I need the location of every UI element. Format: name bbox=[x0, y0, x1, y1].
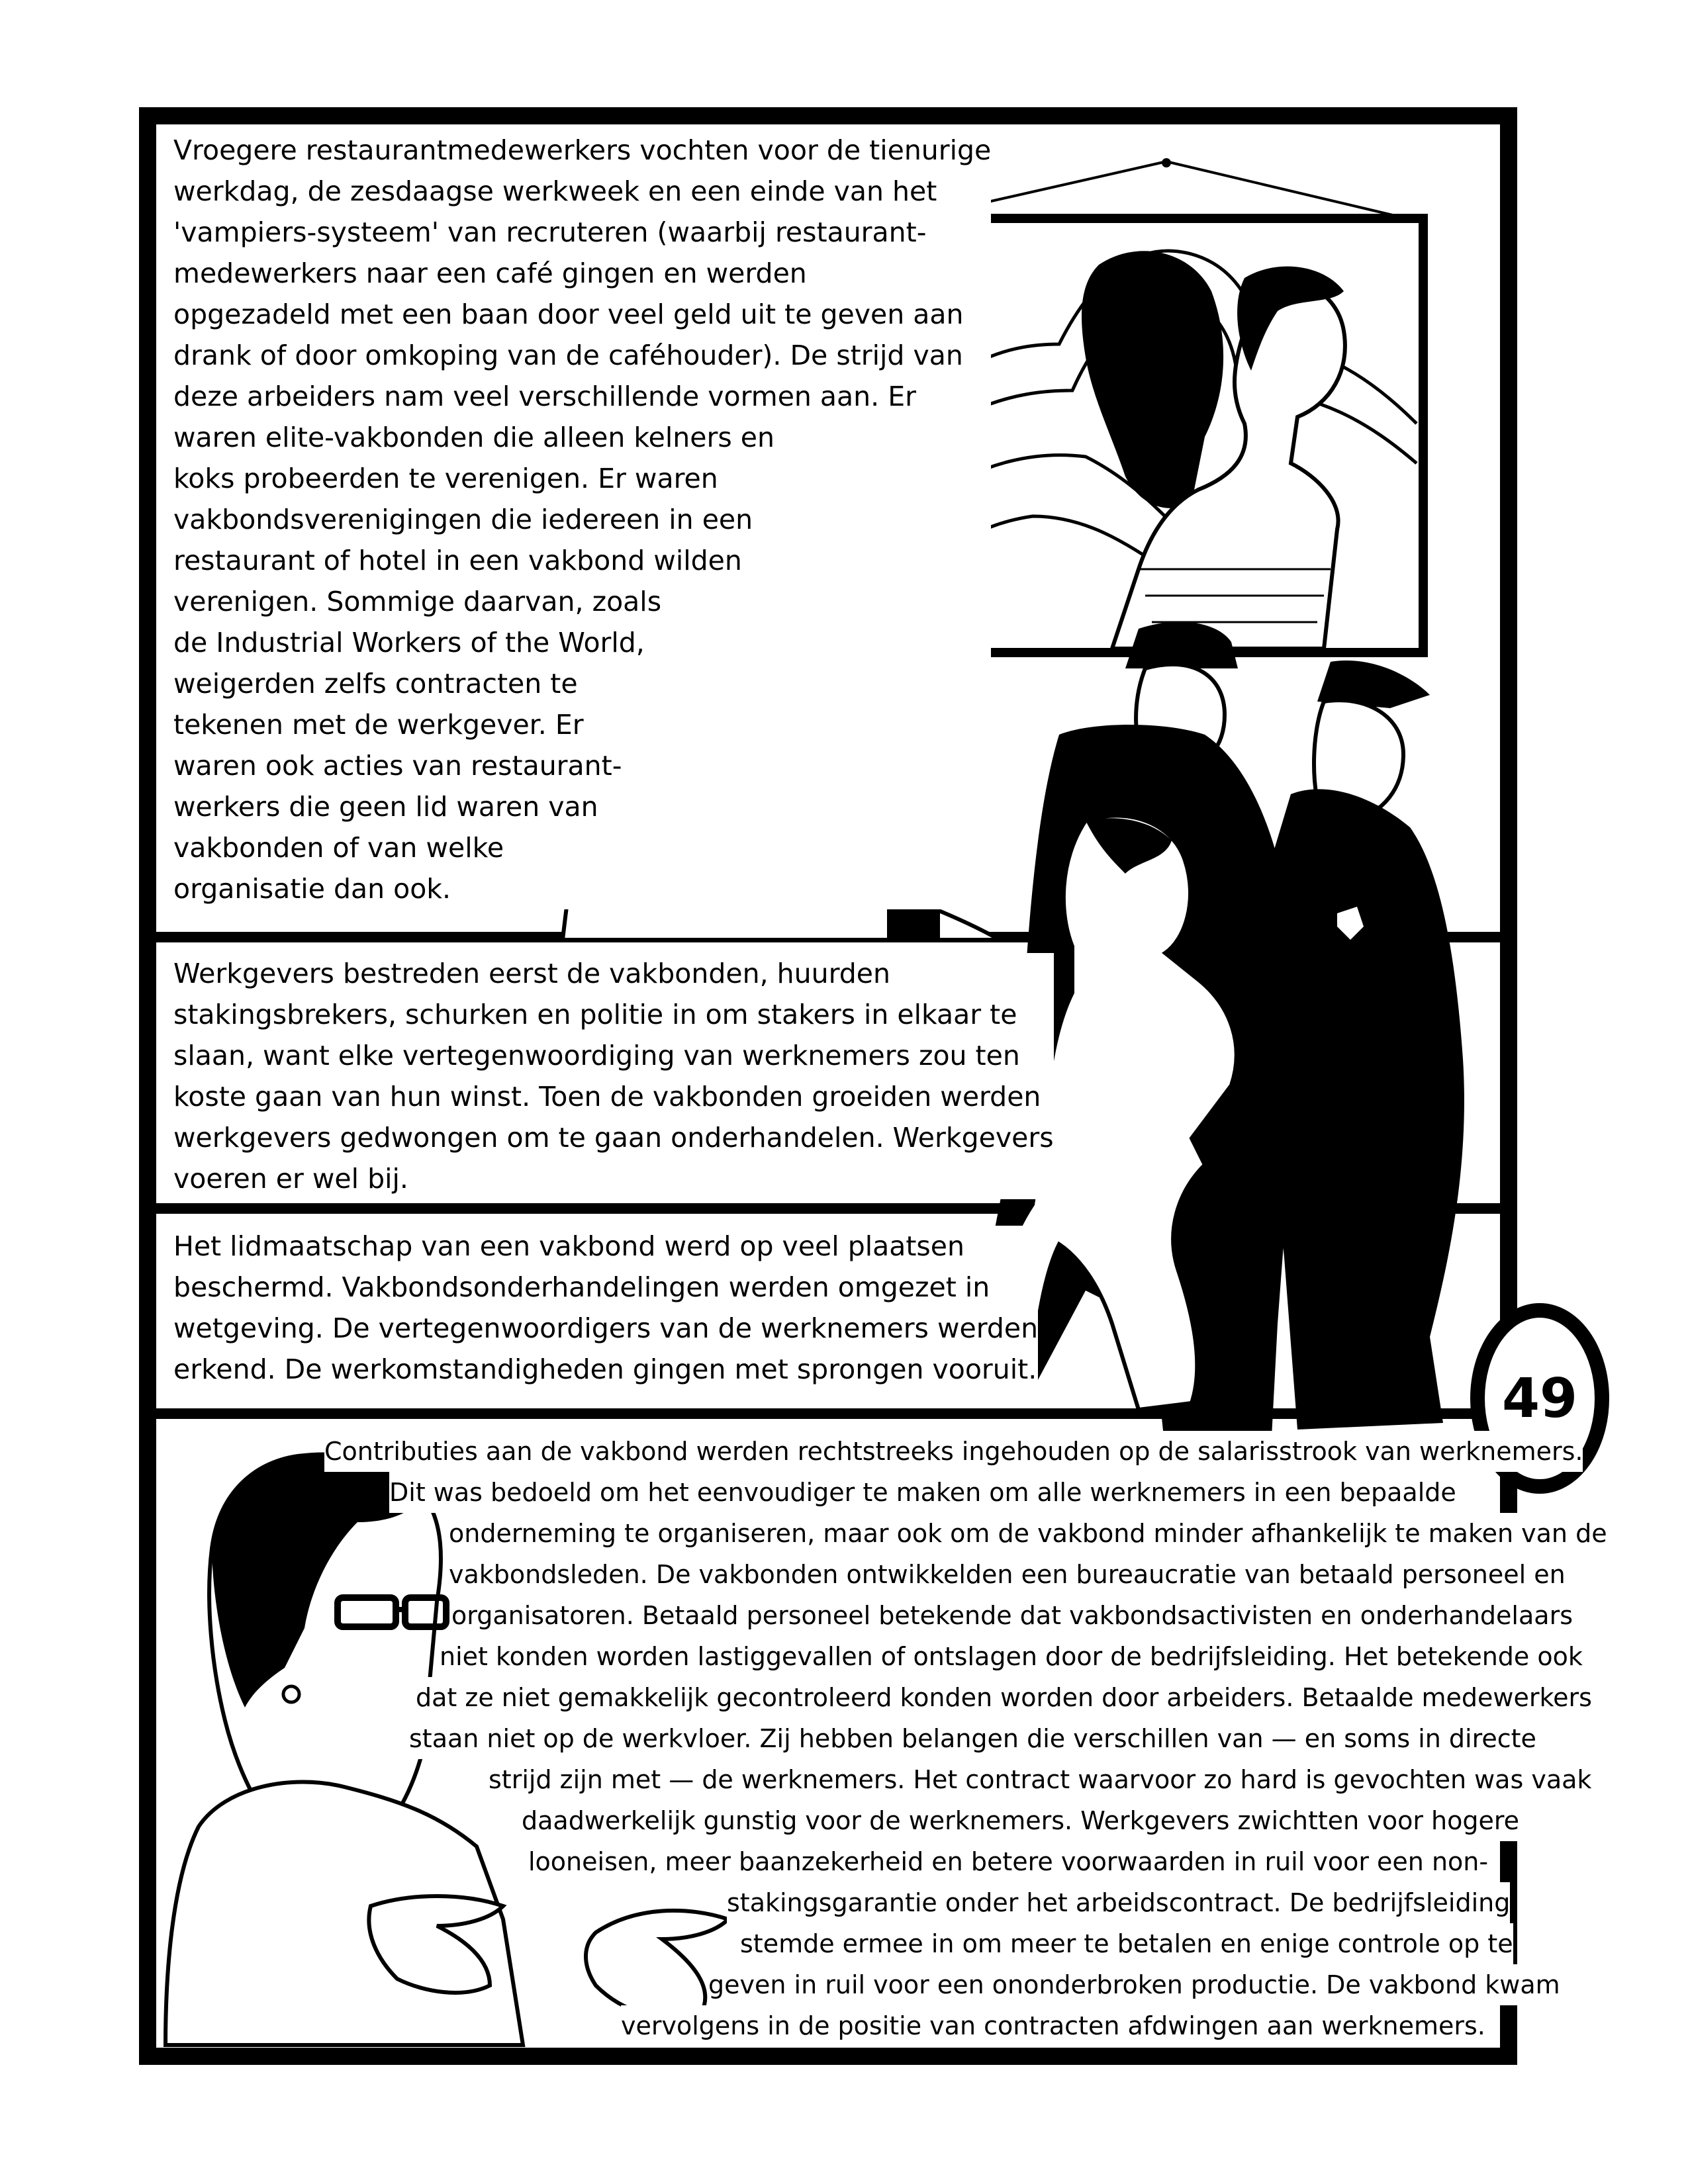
text-line: waren ook acties van restaurant- bbox=[173, 745, 991, 786]
text-line: vakbondsverenigingen die iedereen in een bbox=[173, 499, 991, 540]
text-line: daadwerkelijk gunstig voor de werknemers. Werkgevers zwichtten voor hogere bbox=[522, 1800, 1519, 1841]
text-line: organisatie dan ook. bbox=[173, 868, 991, 909]
text-line: Het lidmaatschap van een vakbond werd op veel plaatsen bbox=[173, 1226, 1038, 1267]
text-line: koste gaan van hun winst. Toen de vakbonden groeiden werden bbox=[173, 1076, 1054, 1117]
text-line: staan niet op de werkvloer. Zij hebben belangen die verschillen van — en soms in directe bbox=[409, 1718, 1536, 1759]
text-line: Werkgevers bestreden eerst de vakbonden, huurden bbox=[173, 953, 1054, 994]
page-number: 49 bbox=[1501, 1367, 1578, 1430]
text-line: voeren er wel bij. bbox=[173, 1158, 1054, 1199]
text-line: werkgevers gedwongen om te gaan onderhandelen. Werkgevers bbox=[173, 1117, 1054, 1158]
text-line: de Industrial Workers of the World, bbox=[173, 622, 991, 663]
text-line: deze arbeiders nam veel verschillende vormen aan. Er bbox=[173, 376, 991, 417]
text-line: erkend. De werkomstandigheden gingen met sprongen vooruit. bbox=[173, 1349, 1038, 1390]
text-line: Dit was bedoeld om het eenvoudiger te maken om alle werknemers in een bepaalde bbox=[389, 1472, 1456, 1513]
text-line: koks probeerden te verenigen. Er waren bbox=[173, 458, 991, 499]
text-line: organisatoren. Betaald personeel betekende dat vakbondsactivisten en onderhandelaars bbox=[451, 1595, 1573, 1636]
text-line: slaan, want elke vertegenwoordiging van werknemers zou ten bbox=[173, 1035, 1054, 1076]
text-line: werkdag, de zesdaagse werkweek en een einde van het bbox=[173, 171, 991, 212]
text-line: wetgeving. De vertegenwoordigers van de werknemers werden bbox=[173, 1308, 1038, 1349]
text-line: geven in ruil voor een ononderbroken productie. De vakbond kwam bbox=[708, 1964, 1560, 2005]
text-line: stakingsgarantie onder het arbeidscontract. De bedrijfsleiding bbox=[727, 1882, 1510, 1923]
text-line: medewerkers naar een café gingen en werden bbox=[173, 253, 991, 294]
text-line: vakbondsleden. De vakbonden ontwikkelden een bureaucratie van betaald personeel en bbox=[449, 1554, 1566, 1595]
text-line: werkers die geen lid waren van bbox=[173, 786, 991, 827]
text-line: Vroegere restaurantmedewerkers vochten voor de tienurige bbox=[173, 130, 991, 171]
text-line: Contributies aan de vakbond werden rechtstreeks ingehouden op de salarisstrook van werknemers. bbox=[324, 1431, 1583, 1472]
text-line: stemde ermee in om meer te betalen en enige controle op te bbox=[740, 1923, 1513, 1964]
text-line: vakbonden of van welke bbox=[173, 827, 991, 868]
text-line: strijd zijn met — de werknemers. Het contract waarvoor zo hard is gevochten was vaak bbox=[489, 1759, 1591, 1800]
text-line: vervolgens in de positie van contracten afdwingen aan werknemers. bbox=[621, 2005, 1485, 2046]
text-line: verenigen. Sommige daarvan, zoals bbox=[173, 581, 991, 622]
text-line: weigerden zelfs contracten te bbox=[173, 663, 991, 704]
text-line: tekenen met de werkgever. Er bbox=[173, 704, 991, 745]
text-line: looneisen, meer baanzekerheid en betere voorwaarden in ruil voor een non- bbox=[528, 1841, 1488, 1882]
panel-1-text bbox=[173, 130, 991, 909]
text-line: drank of door omkoping van de caféhouder). De strijd van bbox=[173, 335, 991, 376]
text-line: stakingsbrekers, schurken en politie in om stakers in elkaar te bbox=[173, 994, 1054, 1035]
panel-2-text bbox=[173, 953, 1054, 1199]
text-line: 'vampiers-systeem' van recruteren (waarbij restaurant- bbox=[173, 212, 991, 253]
text-line: beschermd. Vakbondsonderhandelingen werden omgezet in bbox=[173, 1267, 1038, 1308]
text-line: opgezadeld met een baan door veel geld uit te geven aan bbox=[173, 294, 991, 335]
panel-3-text bbox=[173, 1226, 1038, 1390]
text-line: waren elite-vakbonden die alleen kelners en bbox=[173, 417, 991, 458]
text-line: dat ze niet gemakkelijk gecontroleerd konden worden door arbeiders. Betaalde medewerkers bbox=[416, 1677, 1592, 1718]
panel-4-text bbox=[0, 1431, 1688, 2046]
text-line: niet konden worden lastiggevallen of ontslagen door de bedrijfsleiding. Het betekende ook bbox=[440, 1636, 1583, 1677]
text-line: onderneming te organiseren, maar ook om de vakbond minder afhankelijk te maken van de bbox=[449, 1513, 1607, 1554]
text-line: restaurant of hotel in een vakbond wilden bbox=[173, 540, 991, 581]
